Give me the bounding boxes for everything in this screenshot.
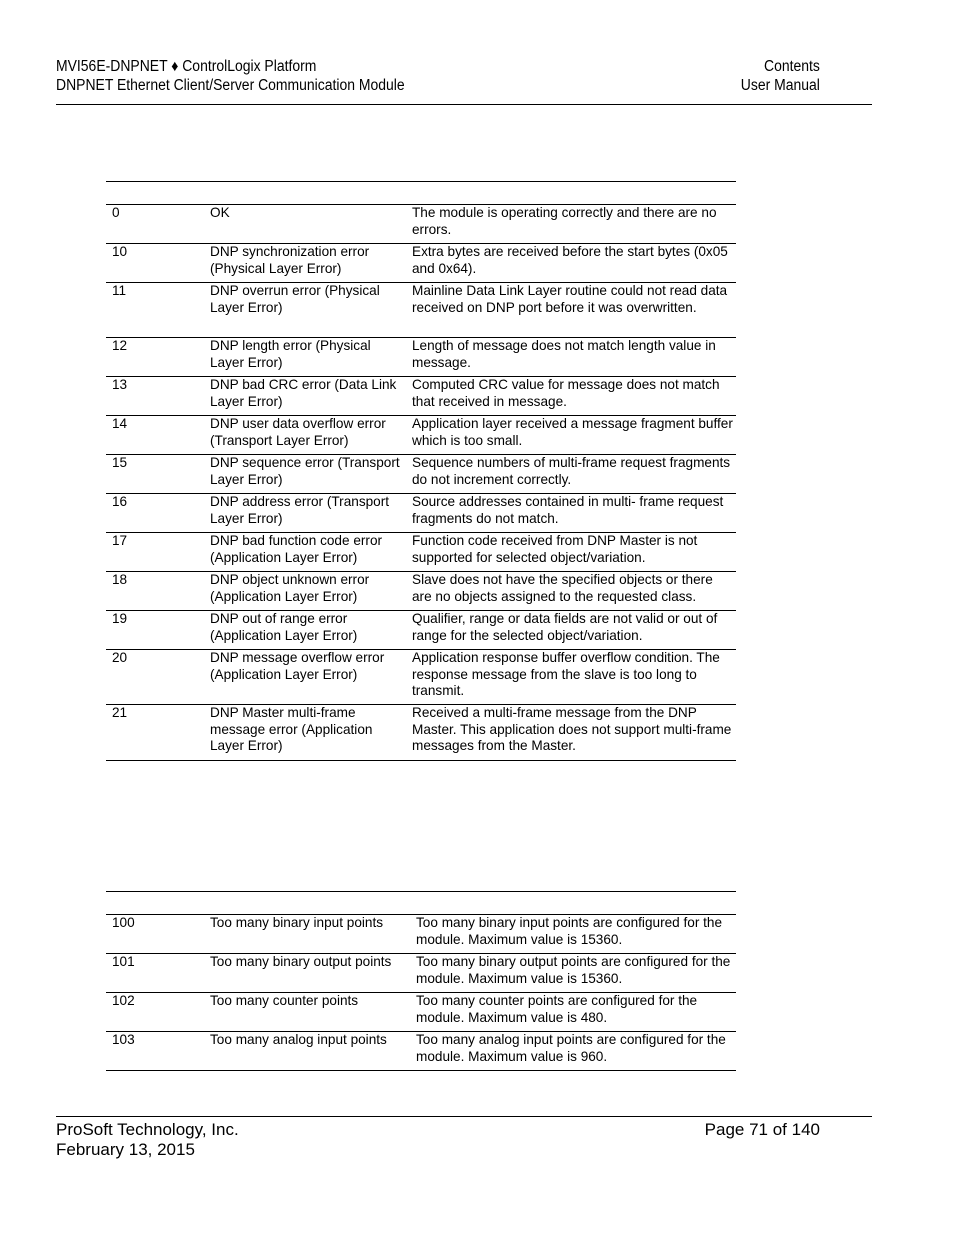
- publish-date: February 13, 2015: [56, 1140, 195, 1159]
- error-code-cell: 102: [106, 993, 204, 1032]
- error-name-cell: DNP overrun error (Physical Layer Error): [204, 283, 406, 338]
- error-description-cell: Qualifier, range or data fields are not valid or out of range for the selected object/variation.: [406, 611, 736, 650]
- error-name-cell: DNP message overflow error (Application Layer Error): [204, 650, 406, 705]
- error-code-cell: 101: [106, 954, 204, 993]
- error-code-cell: 0: [106, 205, 204, 244]
- error-name-cell: DNP bad CRC error (Data Link Layer Error): [204, 377, 406, 416]
- error-code-cell: 14: [106, 416, 204, 455]
- table-row: [106, 705, 736, 761]
- error-code-cell: 13: [106, 377, 204, 416]
- error-code-cell: 103: [106, 1032, 204, 1071]
- error-name-cell: Too many analog input points: [204, 1032, 410, 1071]
- error-code-cell: 19: [106, 611, 204, 650]
- error-description-cell: Too many binary output points are configured for the module. Maximum value is 15360.: [410, 954, 736, 993]
- error-name-cell: Too many binary output points: [204, 954, 410, 993]
- error-name-cell: Too many binary input points: [204, 915, 410, 954]
- table-row: [106, 205, 736, 244]
- error-code-cell: 17: [106, 533, 204, 572]
- table-row: [106, 572, 736, 611]
- error-description-cell: Application response buffer overflow condition. The response message from the slave is too long to transmit.: [406, 650, 736, 705]
- module-name: DNPNET Ethernet Client/Server Communication Module: [56, 77, 405, 94]
- error-name-cell: Too many counter points: [204, 993, 410, 1032]
- product-line: MVI56E-DNPNET ♦ ControlLogix Platform: [56, 58, 317, 75]
- error-description-cell: Extra bytes are received before the start bytes (0x05 and 0x64).: [406, 244, 736, 283]
- page-number: Page 71 of 140: [704, 1120, 820, 1139]
- error-code-cell: 16: [106, 494, 204, 533]
- table-row: [106, 244, 736, 283]
- error-code-cell: 21: [106, 705, 204, 761]
- table-header-row: [106, 892, 736, 915]
- error-description-cell: Sequence numbers of multi-frame request fragments do not increment correctly.: [406, 455, 736, 494]
- table-row: [106, 533, 736, 572]
- error-description-cell: The module is operating correctly and there are no errors.: [406, 205, 736, 244]
- table-header-row: [106, 182, 736, 205]
- error-code-cell: 10: [106, 244, 204, 283]
- error-description-cell: Application layer received a message fragment buffer which is too small.: [406, 416, 736, 455]
- page-header-right: [741, 57, 820, 95]
- table-row: [106, 611, 736, 650]
- table-row: [106, 283, 736, 338]
- error-code-cell: 11: [106, 283, 204, 338]
- doc-type: User Manual: [740, 77, 820, 94]
- company-name: ProSoft Technology, Inc.: [56, 1120, 239, 1139]
- error-code-cell: 15: [106, 455, 204, 494]
- table-row: [106, 416, 736, 455]
- error-name-cell: DNP synchronization error (Physical Layer Error): [204, 244, 406, 283]
- error-description-cell: Slave does not have the specified objects or there are no objects assigned to the requested class.: [406, 572, 736, 611]
- error-name-cell: OK: [204, 205, 406, 244]
- error-description-cell: Length of message does not match length value in message.: [406, 338, 736, 377]
- error-description-cell: Too many binary input points are configured for the module. Maximum value is 15360.: [410, 915, 736, 954]
- error-name-cell: DNP object unknown error (Application Layer Error): [204, 572, 406, 611]
- error-name-cell: DNP out of range error (Application Layer Error): [204, 611, 406, 650]
- error-name-cell: DNP sequence error (Transport Layer Error): [204, 455, 406, 494]
- page-footer-left: [56, 1120, 239, 1160]
- table-row: [106, 993, 736, 1032]
- dnp-error-codes-table: [106, 181, 736, 761]
- error-name-cell: DNP user data overflow error (Transport Layer Error): [204, 416, 406, 455]
- configuration-error-codes-table: [106, 891, 736, 1071]
- footer-rule: [56, 1116, 872, 1117]
- error-description-cell: Mainline Data Link Layer routine could not read data received on DNP port before it was overwritten.: [406, 283, 736, 338]
- error-name-cell: DNP length error (Physical Layer Error): [204, 338, 406, 377]
- error-code-cell: 20: [106, 650, 204, 705]
- error-name-cell: DNP address error (Transport Layer Error): [204, 494, 406, 533]
- error-description-cell: Source addresses contained in multi- frame request fragments do not match.: [406, 494, 736, 533]
- table-row: [106, 1032, 736, 1071]
- error-code-cell: 100: [106, 915, 204, 954]
- table-row: [106, 338, 736, 377]
- error-description-cell: Too many analog input points are configured for the module. Maximum value is 960.: [410, 1032, 736, 1071]
- error-description-cell: Too many counter points are configured for the module. Maximum value is 480.: [410, 993, 736, 1032]
- table-row: [106, 915, 736, 954]
- page-footer-right: [705, 1120, 820, 1140]
- header-rule: [56, 104, 872, 105]
- error-name-cell: DNP Master multi-frame message error (Application Layer Error): [204, 705, 406, 761]
- page-header-left: [56, 57, 405, 95]
- error-description-cell: Received a multi-frame message from the DNP Master. This application does not support multi-frame messages from the Master.: [406, 705, 736, 761]
- table-row: [106, 377, 736, 416]
- error-description-cell: Computed CRC value for message does not match that received in message.: [406, 377, 736, 416]
- error-code-cell: 18: [106, 572, 204, 611]
- table-row: [106, 650, 736, 705]
- section-name: Contents: [764, 58, 820, 75]
- error-code-cell: 12: [106, 338, 204, 377]
- table-row: [106, 455, 736, 494]
- error-name-cell: DNP bad function code error (Application Layer Error): [204, 533, 406, 572]
- table-row: [106, 494, 736, 533]
- error-description-cell: Function code received from DNP Master is not supported for selected object/variation.: [406, 533, 736, 572]
- table-row: [106, 954, 736, 993]
